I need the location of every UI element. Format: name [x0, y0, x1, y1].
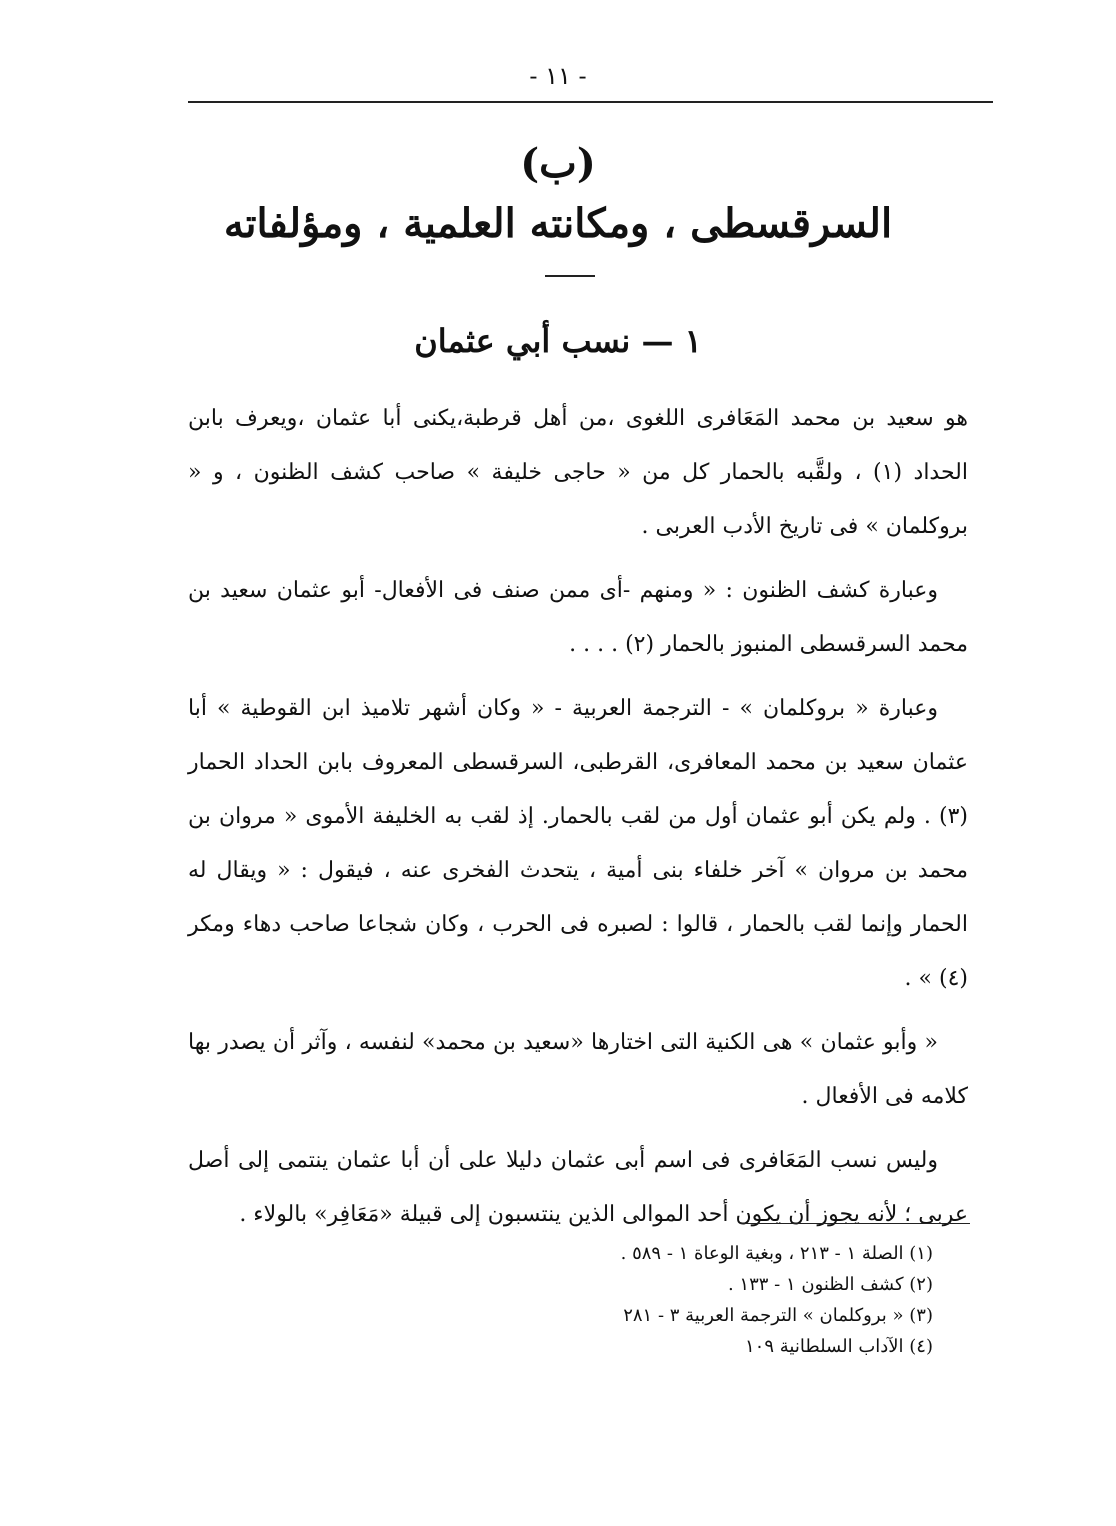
header-divider	[188, 101, 993, 103]
section-letter: (ب)	[520, 140, 596, 187]
footnote: (٤) الآداب السلطانية ١٠٩	[745, 1336, 933, 1357]
footnote-divider	[740, 1223, 970, 1224]
subsection-title: ١ — نسب أبي عثمان	[414, 322, 702, 360]
title-divider	[545, 275, 595, 277]
paragraph: وعبارة كشف الظنون : « ومنهم -أى ممن صنف فى الأفعال- أبو عثمان سعيد بن محمد السرقسطى المنبوز بالحمار (٢) . . . .	[188, 578, 968, 657]
footnote: (١) الصلة ١ - ٢١٣ ، وبغية الوعاة ١ - ٥٨٩ .	[620, 1243, 933, 1264]
paragraph: وعبارة « بروكلمان » - الترجمة العربية - « وكان أشهر تلاميذ ابن القوطية » أبا عثمان سعيد بن محمد المعافرى، القرطبى، السرقسطى المعروف بابن الحداد الحمار (٣) . ولم يكن أبو عثمان أول من لقب بالحمار. إذ لقب به الخليفة الأموى « مروان بن محمد بن مروان » آخر خلفاء بنى أمية ، يتحدث الفخرى عنه ، فيقول : « ويقال له الحمار وإنما لقب بالحمار ، قالوا : لصبره فى الحرب ، وكان شجاعا صاحب دهاء ومكر (٤) » .	[188, 696, 968, 991]
page-number: - ١١ -	[529, 62, 587, 90]
footnote: (٢) كشف الظنون ١ - ١٣٣ .	[727, 1274, 933, 1295]
paragraph: هو سعيد بن محمد المَعَافرى اللغوى ،من أهل قرطبة،يكنى أبا عثمان ،ويعرف بابن الحداد (١) ، ولقَّبه بالحمار كل من « حاجى خليفة » صاحب كشف الظنون ، و « بروكلمان » فى تاريخ الأدب العربى .	[188, 406, 968, 539]
paragraph: « وأبو عثمان » هى الكنية التى اختارها «سعيد بن محمد» لنفسه ، وآثر أن يصدر بها كلامه فى الأفعال .	[188, 1030, 968, 1109]
footnote: (٣) « بروكلمان » الترجمة العربية ٣ - ٢٨١	[623, 1305, 933, 1326]
footnotes	[188, 1238, 933, 1362]
paragraph: وليس نسب المَعَافرى فى اسم أبى عثمان دليلا على أن أبا عثمان ينتمى إلى أصل عربى ؛ لأنه يجوز أن يكون أحد الموالى الذين ينتسبون إلى قبيلة «مَعَافِر» بالولاء .	[188, 1148, 968, 1227]
section-title: السرقسطى ، ومكانته العلمية ، ومؤلفاته	[223, 200, 893, 247]
body-text	[188, 392, 968, 1252]
